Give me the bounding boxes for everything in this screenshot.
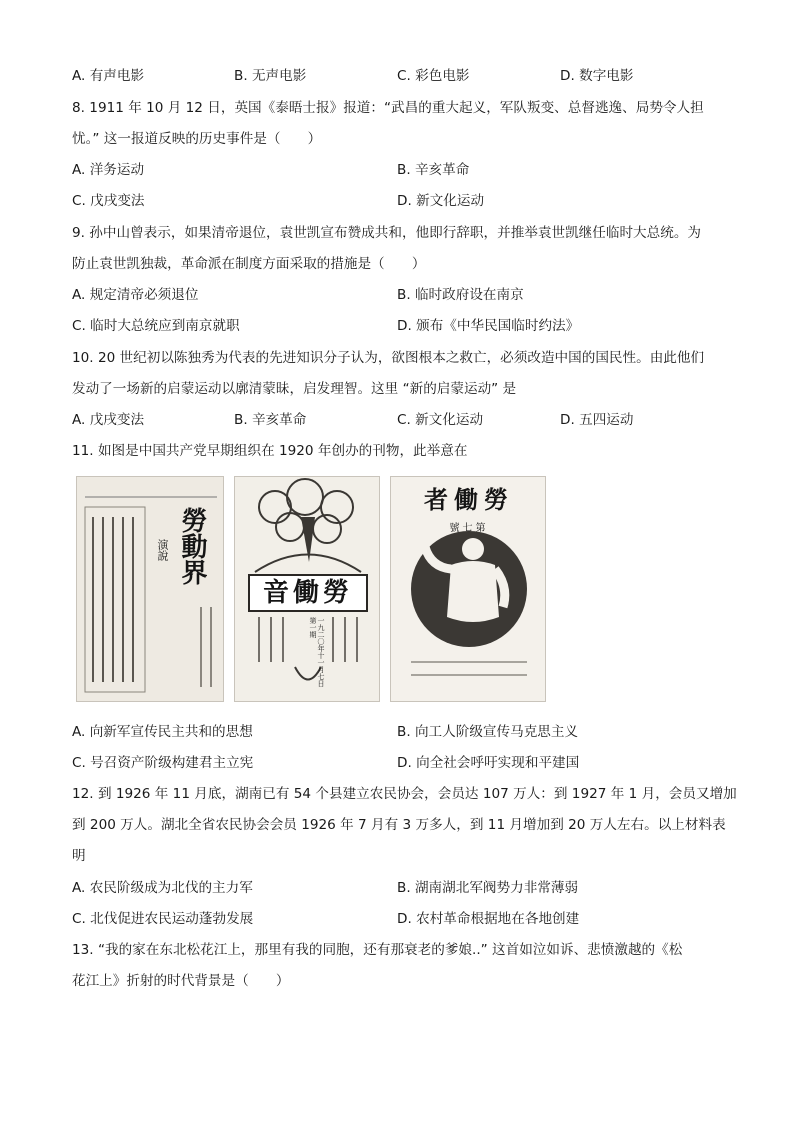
q8-option-c[interactable]: C. 戊戌变法 — [72, 193, 145, 209]
laodongzhe-title: 勞働者 — [424, 485, 514, 514]
laodongjie-subtitle: 演說 — [156, 539, 169, 561]
periodical-image-laodongjie — [76, 476, 224, 702]
q9-option-d[interactable]: D. 颁布《中华民国临时约法》 — [397, 318, 580, 334]
q13-stem-line1: 13. “我的家在东北松花江上，那里有我的同胞，还有那衰老的爹娘..” 这首如泣如诉、悲愤激越的《松 — [72, 942, 683, 958]
q12-option-a[interactable]: A. 农民阶级成为北伐的主力军 — [72, 880, 253, 896]
q7-option-c[interactable]: C. 彩色电影 — [397, 68, 470, 84]
q10-stem-line1: 10. 20 世纪初以陈独秀为代表的先进知识分子认为，欲图根本之救亡，必须改造中国的国民性。由此他们 — [72, 350, 705, 366]
q7-option-b[interactable]: B. 无声电影 — [234, 68, 307, 84]
q8-option-a[interactable]: A. 洋务运动 — [72, 162, 145, 178]
q12-stem-line2: 到 200 万人。湖北全省农民协会会员 1926 年 7 月有 3 万多人，到 11 月增加到 20 万人左右。以上材料表 — [72, 817, 726, 833]
q11-option-a[interactable]: A. 向新军宣传民主共和的思想 — [72, 724, 253, 740]
q10-stem-line2: 发动了一场新的启蒙运动以廓清蒙昧，启发理智。这里 “新的启蒙运动” 是 — [72, 381, 517, 397]
periodical-image-laodongzhe — [390, 476, 546, 702]
q7-option-a[interactable]: A. 有声电影 — [72, 68, 145, 84]
q11-option-d[interactable]: D. 向全社会呼吁实现和平建国 — [397, 755, 580, 771]
laodongjie-title: 勞動界 — [177, 507, 207, 585]
q12-option-c[interactable]: C. 北伐促进农民运动蓬勃发展 — [72, 911, 254, 927]
q10-option-c[interactable]: C. 新文化运动 — [397, 412, 484, 428]
q9-stem-line2: 防止袁世凯独裁，革命派在制度方面采取的措施是（ ） — [72, 256, 426, 272]
q12-option-b[interactable]: B. 湖南湖北军阀势力非常薄弱 — [397, 880, 579, 896]
q8-option-b[interactable]: B. 辛亥革命 — [397, 162, 470, 178]
periodical-image-laodongyin — [234, 476, 380, 702]
laodongyin-date: 一九二〇年十一月七日第一期 — [309, 617, 325, 687]
q10-option-a[interactable]: A. 戊戌变法 — [72, 412, 145, 428]
q11-option-b[interactable]: B. 向工人阶级宣传马克思主义 — [397, 724, 579, 740]
q9-option-c[interactable]: C. 临时大总统应到南京就职 — [72, 318, 240, 334]
q9-stem-line1: 9. 孙中山曾表示，如果清帝退位，袁世凯宣布赞成共和，他即行辞职，并推举袁世凯继任临时大总统。为 — [72, 225, 702, 241]
q11-option-c[interactable]: C. 号召资产阶级构建君主立宪 — [72, 755, 254, 771]
laodongzhe-issue: 第七號 — [449, 523, 489, 534]
q8-stem-line1: 8. 1911 年 10 月 12 日，英国《泰晤士报》报道：“武昌的重大起义，军队叛变、总督逃逸、局势令人担 — [72, 100, 704, 116]
q10-option-b[interactable]: B. 辛亥革命 — [234, 412, 307, 428]
q9-option-a[interactable]: A. 规定清帝必须退位 — [72, 287, 199, 303]
q12-option-d[interactable]: D. 农村革命根据地在各地创建 — [397, 911, 580, 927]
q8-option-d[interactable]: D. 新文化运动 — [397, 193, 485, 209]
q11-image-group — [76, 476, 546, 704]
q8-stem-line2: 忧。” 这一报道反映的历史事件是（ ） — [72, 131, 322, 147]
q11-stem-line1: 11. 如图是中国共产党早期组织在 1920 年创办的刊物，此举意在 — [72, 443, 468, 459]
q12-stem-line3: 明 — [72, 848, 86, 864]
q12-stem-line1: 12. 到 1926 年 11 月底，湖南已有 54 个县建立农民协会，会员达 107 万人：到 1927 年 1 月，会员又增加 — [72, 786, 737, 802]
q10-option-d[interactable]: D. 五四运动 — [560, 412, 634, 428]
q9-option-b[interactable]: B. 临时政府设在南京 — [397, 287, 524, 303]
q7-option-d[interactable]: D. 数字电影 — [560, 68, 634, 84]
q13-stem-line2: 花江上》折射的时代背景是（ ） — [72, 973, 290, 989]
laodongyin-title: 勞働音 — [262, 578, 353, 608]
